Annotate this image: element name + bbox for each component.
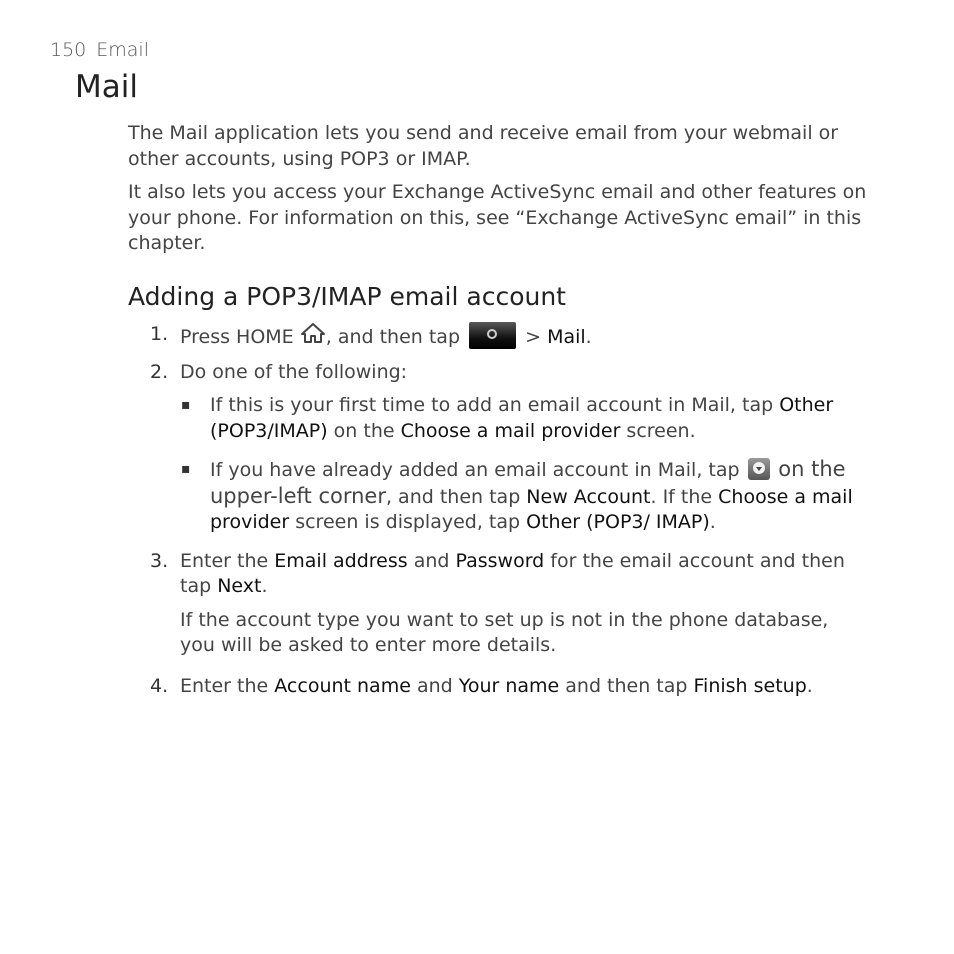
page-title: Mail <box>75 69 138 105</box>
step-number: 2. <box>150 360 169 383</box>
section-name: Email <box>96 39 149 61</box>
step-text: Enter the <box>180 674 275 697</box>
step-number: 1. <box>150 322 169 345</box>
step-3 <box>128 549 868 659</box>
option-text: on the <box>327 419 401 442</box>
home-icon <box>300 322 326 352</box>
new-account-label: New Account <box>526 485 651 508</box>
finish-setup-label: Finish setup <box>693 674 807 697</box>
option-text: screen is displayed, tap <box>289 511 527 534</box>
choose-provider-label: Choose a mail provider <box>400 419 621 442</box>
option-first-time <box>180 393 868 444</box>
step-text: > <box>519 325 548 348</box>
option-text: , and then tap <box>385 485 527 508</box>
step-text: Press HOME <box>180 325 294 348</box>
other-pop3-imap-label: Other (POP3/ IMAP) <box>526 511 710 534</box>
main-content <box>128 121 868 707</box>
email-address-label: Email address <box>274 549 408 572</box>
step-2 <box>128 360 868 536</box>
punctuation: . <box>806 674 813 697</box>
step-text: for the email account and then tap <box>180 549 845 598</box>
bullet-icon: ▪ <box>181 397 191 414</box>
all-apps-icon <box>469 322 516 349</box>
step-text: and <box>407 549 456 572</box>
step-3-note: If the account type you want to set up is not in the phone database, you will be asked to enter more details. <box>180 608 829 657</box>
step-text: Do one of the following: <box>180 360 408 383</box>
password-label: Password <box>455 549 545 572</box>
intro-paragraph-1: The Mail application lets you send and receive email from your webmail or other accounts, using POP3 or IMAP. <box>128 122 839 170</box>
next-label: Next <box>217 575 262 598</box>
your-name-label: Your name <box>458 674 560 697</box>
punctuation: . <box>261 575 268 598</box>
step-text: Enter the <box>180 549 275 572</box>
other-pop3-imap-label: Other (POP3/IMAP) <box>210 394 834 442</box>
step-number: 4. <box>150 674 169 697</box>
option-text: screen. <box>620 419 696 442</box>
page-header <box>50 39 149 61</box>
option-text: on the upper-left corner <box>210 457 846 508</box>
step-text: and <box>410 674 459 697</box>
step-text: and then tap <box>559 674 694 697</box>
mail-label: Mail <box>547 325 586 348</box>
page-number: 150 <box>50 39 87 61</box>
punctuation: . <box>585 325 592 348</box>
punctuation: . <box>709 511 716 534</box>
section-heading: Adding a POP3/IMAP email account <box>128 281 566 311</box>
option-text: . If the <box>650 485 719 508</box>
intro-paragraph-2: It also lets you access your Exchange ActiveSync email and other features on your phone. For information on this, see “Exchange ActiveSync email” in this chapter. <box>128 181 867 254</box>
choose-provider-label: Choose a mail provider <box>210 485 853 534</box>
step-number: 3. <box>150 549 169 572</box>
step-1 <box>128 322 868 352</box>
bullet-icon: ▪ <box>181 461 191 478</box>
option-existing-account <box>180 457 868 536</box>
step-4 <box>128 674 868 700</box>
step-text: , and then tap <box>325 325 461 348</box>
options-list <box>180 393 868 536</box>
option-text: If you have already added an email account in Mail, tap <box>210 459 746 482</box>
account-name-label: Account name <box>274 674 411 697</box>
steps-list <box>128 322 868 700</box>
menu-dropdown-icon <box>748 458 770 480</box>
option-text: If this is your first time to add an email account in Mail, tap <box>210 394 780 417</box>
